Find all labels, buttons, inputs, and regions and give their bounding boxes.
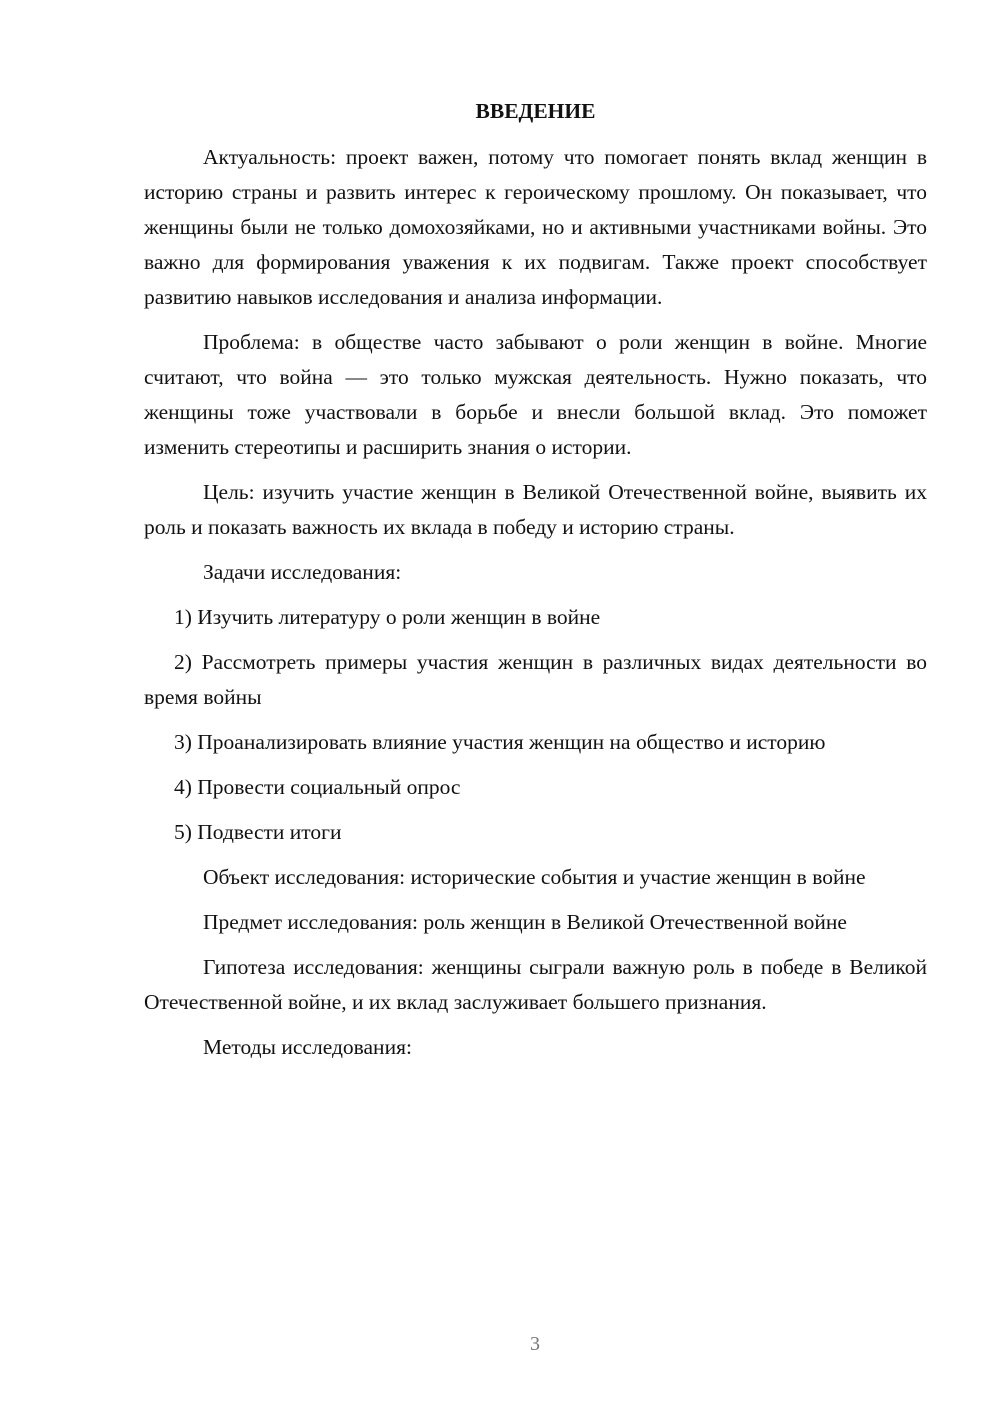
- task-item-5: 5) Подвести итоги: [174, 820, 342, 844]
- relevance-paragraph: Актуальность: проект важен, потому что помогает понять вклад женщин в историю страны и развить интерес к героическому прошлому. Он показывает, что женщины были не только домохозяйками, но и активными участниками войны. Это важно для формирования уважения к их подвигам. Также проект способствует развитию навыков исследования и анализа информации.: [144, 145, 927, 309]
- page-content: [144, 93, 927, 1075]
- problem-paragraph: Проблема: в обществе часто забывают о роли женщин в войне. Многие считают, что война — это только мужская деятельность. Нужно показать, что женщины тоже участвовали в борьбе и внесли большой вклад. Это поможет изменить стереотипы и расширить знания о истории.: [144, 330, 927, 459]
- task-item-1: 1) Изучить литературу о роли женщин в войне: [174, 605, 601, 629]
- task-item-2: 2) Рассмотреть примеры участия женщин в различных видах деятельности во время войны: [144, 650, 927, 709]
- object-paragraph: Объект исследования: исторические события и участие женщин в войне: [203, 865, 866, 889]
- hypothesis-paragraph: Гипотеза исследования: женщины сыграли важную роль в победе в Великой Отечественной войне, и их вклад заслуживает большего признания.: [144, 955, 927, 1014]
- goal-paragraph: Цель: изучить участие женщин в Великой Отечественной войне, выявить их роль и показать важность их вклада в победу и историю страны.: [144, 480, 927, 539]
- tasks-heading: Задачи исследования:: [203, 560, 402, 584]
- methods-heading: Методы исследования:: [203, 1035, 412, 1059]
- page-number: 3: [530, 1333, 540, 1355]
- subject-paragraph: Предмет исследования: роль женщин в Великой Отечественной войне: [203, 910, 847, 934]
- task-item-3: 3) Проанализировать влияние участия женщин на общество и историю: [174, 730, 826, 754]
- section-title: ВВЕДЕНИЕ: [475, 99, 596, 123]
- task-item-4: 4) Провести социальный опрос: [174, 775, 461, 799]
